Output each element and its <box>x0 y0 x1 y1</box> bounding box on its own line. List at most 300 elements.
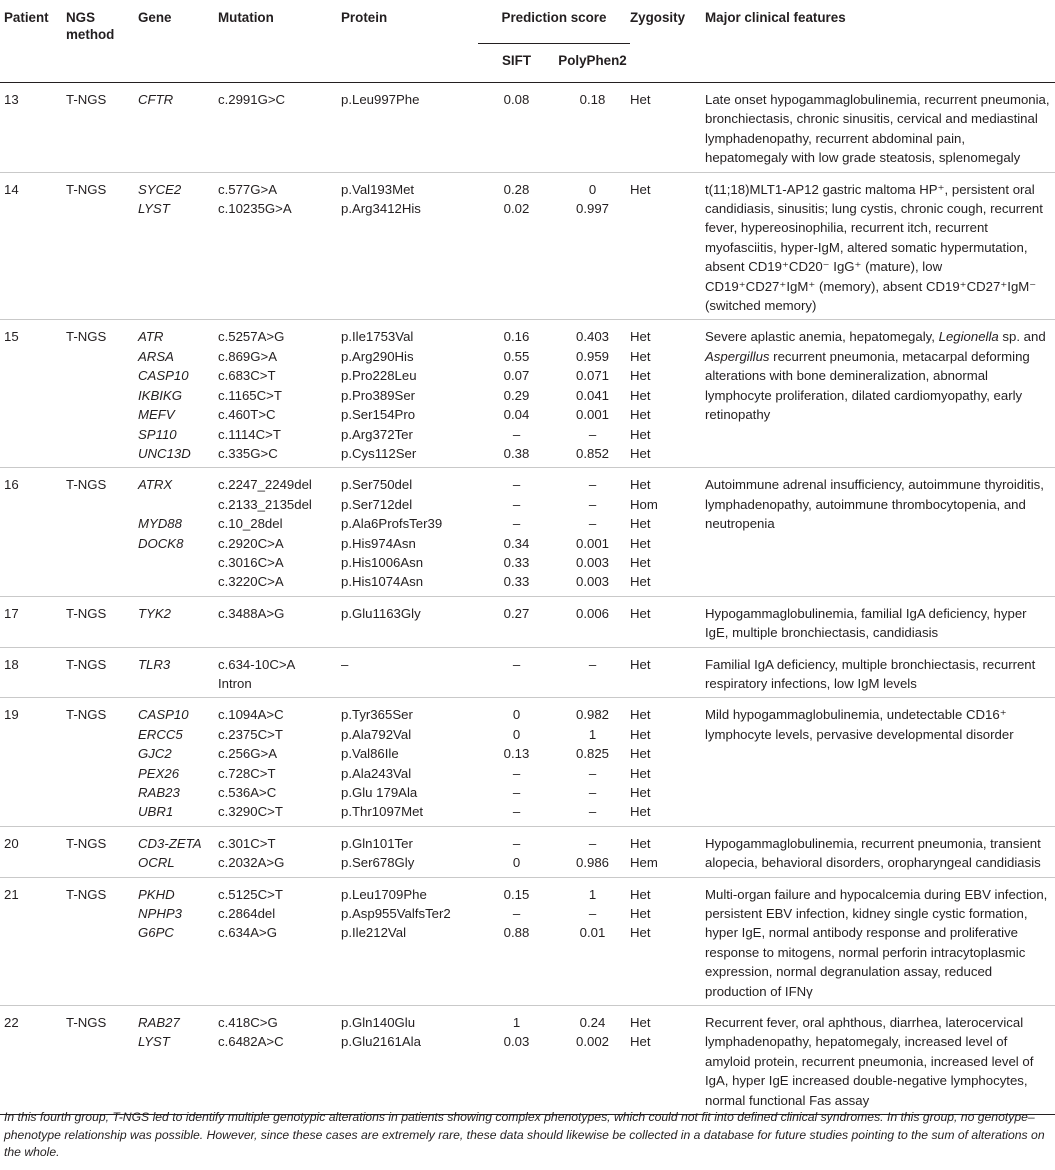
zygosity-value: Het <box>630 407 651 423</box>
header-sift: SIFT <box>501 53 531 68</box>
sift-score: 0.55 <box>503 348 530 364</box>
mutation-cell <box>218 647 341 698</box>
zygosity-cell <box>630 468 705 596</box>
gene-name: ATRX <box>138 477 173 493</box>
sift-cell <box>478 596 555 647</box>
protein-cell <box>341 320 478 468</box>
polyphen-score: 1 <box>588 726 597 742</box>
sift-cell <box>478 172 555 320</box>
polyphen-score: 0.01 <box>579 925 606 941</box>
zygosity-value <box>630 199 705 218</box>
protein-value: p.Leu1709Phe <box>341 886 427 902</box>
gene-name <box>138 572 218 591</box>
protein-value: p.Leu997Phe <box>341 92 420 107</box>
polyphen-cell <box>555 320 630 468</box>
gene-cell <box>138 468 218 596</box>
gene-name: TYK2 <box>138 605 171 621</box>
sift-score: 0.16 <box>503 329 530 345</box>
header-prediction-score: Prediction score <box>478 4 630 44</box>
protein-value: p.Ile212Val <box>341 925 407 941</box>
mutation-value: c.10_28del <box>218 516 283 532</box>
protein-value: p.Ala792Val <box>341 726 412 742</box>
protein-value: p.Glu 179Ala <box>341 785 418 800</box>
gene-name: PKHD <box>138 886 175 902</box>
features-cell: Multi-organ failure and hypocalcemia during EBV infection, persistent EBV infection, kidney single cystic formation, hyper IgE, normal antibody response and proliferative response to mitogens, normal perforin intracytoplasmic expression, normal degranulation assay, reduced production of IFNγ <box>705 886 1048 999</box>
gene-name <box>138 674 218 693</box>
patient-cell: 18 <box>4 656 19 672</box>
table-row <box>0 826 1055 877</box>
mutation-value: c.460T>C <box>218 407 276 423</box>
header-zygosity: Zygosity <box>630 10 686 25</box>
polyphen-score: 0.006 <box>575 605 609 621</box>
polyphen-cell <box>555 596 630 647</box>
mutation-value: c.3290C>T <box>218 804 283 820</box>
mutation-value: c.1094A>C <box>218 707 284 723</box>
gene-name: SYCE2 <box>138 181 182 197</box>
polyphen-score: 0.825 <box>575 746 609 762</box>
sift-score: 0.07 <box>503 368 530 384</box>
gene-name: GJC2 <box>138 746 172 762</box>
polyphen-score: 0 <box>588 181 597 197</box>
polyphen-score: 0.986 <box>575 855 609 871</box>
protein-value: p.Ser750del <box>341 477 413 493</box>
table-row <box>0 596 1055 647</box>
sift-score: 0.88 <box>503 925 530 941</box>
protein-value: p.Ser678Gly <box>341 855 415 871</box>
sift-cell <box>478 826 555 877</box>
protein-value: p.Tyr365Ser <box>341 707 413 723</box>
protein-value: p.Arg290His <box>341 348 414 364</box>
zygosity-value: Het <box>630 804 651 820</box>
mutation-value: c.728C>T <box>218 765 276 781</box>
mutation-value: c.2133_2135del <box>218 496 312 512</box>
sift-cell <box>478 647 555 698</box>
zygosity-value: Het <box>630 726 651 742</box>
gene-name: RAB27 <box>138 1015 180 1031</box>
gene-name: ATR <box>138 329 164 345</box>
polyphen-cell <box>555 826 630 877</box>
polyphen-score: 0.001 <box>575 535 609 551</box>
polyphen-score: – <box>588 804 597 820</box>
zygosity-cell <box>630 596 705 647</box>
zygosity-value: Hem <box>630 855 658 871</box>
polyphen-score: 0.041 <box>575 387 609 403</box>
mutation-value: c.6482A>C <box>218 1034 284 1050</box>
gene-name <box>138 553 218 572</box>
features-cell: t(11;18)MLT1-AP12 gastric maltoma HP⁺, persistent oral candidiasis, sinusitis; lung cystis, chronic cough, recurrent fever, hypereosinophilia, recurrent itch, recurrent myofasciitis, hyper-IgM, altered somatic hypermutation, absent CD19⁺CD20⁻ IgG⁺ (mature), low CD19⁺CD27⁺IgM⁺ (memory), absent CD19⁺CD27⁺IgM⁻ (switched memory) <box>705 181 1043 314</box>
zygosity-value: Het <box>630 785 651 800</box>
sift-score: 0.03 <box>503 1034 530 1050</box>
zygosity-value: Het <box>630 329 651 345</box>
mutation-cell <box>218 320 341 468</box>
mutation-value: c.256G>A <box>218 746 278 762</box>
polyphen-cell <box>555 1006 630 1115</box>
mutation-value: c.2864del <box>218 906 276 922</box>
mutation-value: c.301C>T <box>218 835 276 851</box>
gene-name: CASP10 <box>138 707 189 723</box>
sift-score: 0.27 <box>503 605 530 621</box>
polyphen-cell <box>555 877 630 1005</box>
zygosity-value: Het <box>630 92 651 107</box>
zygosity-cell <box>630 877 705 1005</box>
protein-value: p.Ala243Val <box>341 765 412 781</box>
sift-cell <box>478 1006 555 1115</box>
protein-value: p.Pro228Leu <box>341 368 417 384</box>
gene-name: OCRL <box>138 855 175 871</box>
gene-name: IKBIKG <box>138 387 182 403</box>
protein-value: p.Gln101Ter <box>341 835 413 851</box>
table-row <box>0 1006 1055 1115</box>
protein-value: p.Cys112Ser <box>341 445 417 461</box>
method-cell: T-NGS <box>66 707 107 723</box>
sift-score: – <box>512 496 521 512</box>
sift-score: – <box>512 785 521 800</box>
mutation-cell <box>218 877 341 1005</box>
sift-score: 0.33 <box>503 554 530 570</box>
protein-value: p.His1006Asn <box>341 554 424 570</box>
sift-score: 0 <box>512 726 521 742</box>
protein-value: p.Val193Met <box>341 181 415 197</box>
gene-name: LYST <box>138 201 170 217</box>
patient-cell: 22 <box>4 1015 19 1031</box>
polyphen-cell <box>555 172 630 320</box>
zygosity-cell <box>630 172 705 320</box>
header-mutation: Mutation <box>218 10 274 25</box>
sift-score: – <box>512 906 521 922</box>
mutation-value: Intron <box>218 675 252 691</box>
features-cell: Severe aplastic anemia, hepatomegaly, Legionella sp. and Aspergillus recurrent pneumonia, metacarpal deforming alterations with bone demineralization, abnormal lymphocyte proliferation, dilated cardiomyopathy, early retinopathy <box>705 329 1046 423</box>
protein-value: p.Pro389Ser <box>341 387 416 403</box>
zygosity-value: Het <box>630 906 651 922</box>
sift-cell <box>478 320 555 468</box>
zygosity-value: Het <box>630 387 651 403</box>
gene-name: MEFV <box>138 407 175 423</box>
sift-score: – <box>512 426 521 442</box>
zygosity-value: Het <box>630 925 651 941</box>
sift-score: 0.34 <box>503 535 530 551</box>
protein-cell <box>341 83 478 173</box>
zygosity-cell <box>630 698 705 826</box>
gene-name: CD3-ZETA <box>138 835 202 851</box>
protein-value: p.His1074Asn <box>341 574 424 590</box>
polyphen-cell <box>555 647 630 698</box>
method-cell: T-NGS <box>66 477 107 493</box>
mutation-cell <box>218 698 341 826</box>
protein-cell <box>341 468 478 596</box>
method-cell: T-NGS <box>66 835 107 851</box>
zygosity-value: Het <box>630 368 651 384</box>
sift-score: 0.04 <box>503 407 530 423</box>
zygosity-value: Het <box>630 765 651 781</box>
gene-cell <box>138 647 218 698</box>
gene-name: G6PC <box>138 925 174 941</box>
mutation-value: c.1114C>T <box>218 426 281 442</box>
polyphen-cell <box>555 698 630 826</box>
mutation-value: c.634A>G <box>218 925 278 941</box>
sift-score: 0.02 <box>503 201 530 217</box>
header-ngs-method: NGS method <box>66 10 115 42</box>
protein-value: p.Glu2161Ala <box>341 1034 421 1050</box>
gene-name: LYST <box>138 1034 170 1050</box>
table-row <box>0 647 1055 698</box>
zygosity-cell <box>630 1006 705 1115</box>
mutation-value: c.634-10C>A <box>218 656 296 672</box>
header-patient: Patient <box>4 10 49 25</box>
method-cell: T-NGS <box>66 329 107 345</box>
zygosity-value: Het <box>630 656 651 672</box>
sift-score: 0.33 <box>503 574 530 590</box>
zygosity-value: Het <box>630 516 651 532</box>
table-row <box>0 172 1055 320</box>
sift-score: – <box>512 516 521 532</box>
gene-name <box>138 495 218 514</box>
mutation-value: c.869G>A <box>218 348 278 364</box>
zygosity-value: Het <box>630 835 651 851</box>
mutation-cell <box>218 468 341 596</box>
sift-cell <box>478 468 555 596</box>
gene-cell <box>138 172 218 320</box>
protein-value: p.Val86Ile <box>341 746 399 762</box>
mutation-value: c.3488A>G <box>218 605 285 621</box>
protein-value: p.Glu1163Gly <box>341 605 421 621</box>
polyphen-score: 1 <box>588 886 597 902</box>
polyphen-score: – <box>588 656 597 672</box>
patient-cell: 16 <box>4 477 19 493</box>
sift-score: – <box>512 477 521 493</box>
polyphen-score: 0.403 <box>575 329 609 345</box>
protein-value: p.Gln140Glu <box>341 1015 416 1031</box>
protein-value: p.Arg372Ter <box>341 426 413 442</box>
header-polyphen2: PolyPhen2 <box>558 53 627 68</box>
mutation-value: c.2247_2249del <box>218 477 312 493</box>
protein-value: p.His974Asn <box>341 535 416 551</box>
mutation-value: c.335G>C <box>218 445 278 461</box>
polyphen-score: 0.852 <box>575 445 609 461</box>
mutation-value: c.418C>G <box>218 1015 278 1031</box>
table-footnote: In this fourth group, T-NGS led to identify multiple genotypic alterations in patients showing complex phenotypes, which could not fit into defined clinical syndromes. In this group, no genotype–phenotype relationship was possible. However, since these cases are extremely rare, these data should likewise be collected in a database for future studies pointing to the sum of alterations on the whole. <box>4 1110 1045 1159</box>
polyphen-score: 0.001 <box>575 407 609 423</box>
sift-score: 0.29 <box>503 387 530 403</box>
polyphen-score: 0.071 <box>575 368 609 384</box>
table-row <box>0 83 1055 173</box>
gene-name: TLR3 <box>138 656 171 672</box>
variants-table <box>0 4 1055 1115</box>
sift-score: 0.08 <box>503 92 530 107</box>
mutation-cell <box>218 1006 341 1115</box>
patient-cell: 15 <box>4 329 19 345</box>
polyphen-cell <box>555 468 630 596</box>
gene-cell <box>138 320 218 468</box>
patient-cell: 19 <box>4 707 19 723</box>
gene-cell <box>138 83 218 173</box>
polyphen-score: 0.959 <box>575 348 609 364</box>
protein-value: p.Arg3412His <box>341 201 421 217</box>
gene-name: RAB23 <box>138 785 180 800</box>
protein-cell <box>341 647 478 698</box>
protein-cell <box>341 877 478 1005</box>
features-cell: Autoimmune adrenal insufficiency, autoimmune thyroiditis, lymphadenopathy, autoimmune thrombocytopenia, and neutropenia <box>705 477 1044 532</box>
method-cell: T-NGS <box>66 181 107 197</box>
mutation-value: c.2920C>A <box>218 535 284 551</box>
table-body <box>0 83 1055 1115</box>
sift-score: 1 <box>512 1015 521 1031</box>
protein-cell <box>341 826 478 877</box>
polyphen-score: – <box>588 835 597 851</box>
mutation-value: c.3220C>A <box>218 574 284 590</box>
patient-cell: 21 <box>4 886 19 902</box>
method-cell: T-NGS <box>66 886 107 902</box>
zygosity-value: Het <box>630 707 651 723</box>
gene-cell <box>138 1006 218 1115</box>
mutation-cell <box>218 826 341 877</box>
gene-name: ERCC5 <box>138 726 183 742</box>
patient-cell: 13 <box>4 92 19 107</box>
gene-name: SP110 <box>138 426 177 442</box>
polyphen-score: – <box>588 426 597 442</box>
zygosity-value: Het <box>630 605 651 621</box>
protein-value: p.Ala6ProfsTer39 <box>341 516 443 532</box>
gene-cell <box>138 877 218 1005</box>
protein-value: – <box>341 656 349 672</box>
mutation-value: c.2032A>G <box>218 855 285 871</box>
features-cell: Familial IgA deficiency, multiple bronchiectasis, recurrent respiratory infections, low IgM levels <box>705 656 1036 691</box>
sift-score: – <box>512 656 521 672</box>
zygosity-cell <box>630 83 705 173</box>
zygosity-value: Het <box>630 426 651 442</box>
sift-score: 0 <box>512 707 521 723</box>
patient-cell: 17 <box>4 605 19 621</box>
zygosity-value: Het <box>630 477 651 493</box>
method-cell: T-NGS <box>66 92 107 107</box>
zygosity-value: Het <box>630 1034 651 1050</box>
mutation-cell <box>218 83 341 173</box>
header-gene: Gene <box>138 10 172 25</box>
polyphen-cell <box>555 83 630 173</box>
polyphen-score: – <box>588 765 597 781</box>
mutation-value: c.10235G>A <box>218 201 292 217</box>
protein-cell <box>341 172 478 320</box>
zygosity-value: Het <box>630 574 651 590</box>
sift-cell <box>478 83 555 173</box>
sift-cell <box>478 877 555 1005</box>
mutation-value: c.536A>C <box>218 785 277 800</box>
sift-cell <box>478 698 555 826</box>
method-cell: T-NGS <box>66 1015 107 1031</box>
gene-name: PEX26 <box>138 765 180 781</box>
polyphen-score: – <box>588 785 597 800</box>
polyphen-score: 0.982 <box>575 707 609 723</box>
zygosity-value: Het <box>630 886 651 902</box>
mutation-cell <box>218 596 341 647</box>
patient-cell: 20 <box>4 835 19 851</box>
gene-cell <box>138 698 218 826</box>
zygosity-value: Het <box>630 181 651 197</box>
mutation-value: c.5257A>G <box>218 329 285 345</box>
header-protein: Protein <box>341 10 388 25</box>
mutation-cell <box>218 172 341 320</box>
gene-cell <box>138 826 218 877</box>
features-cell: Hypogammaglobulinemia, recurrent pneumonia, transient alopecia, behavioral disorders, oropharyngeal candidiasis <box>705 835 1041 871</box>
gene-name: UNC13D <box>138 445 191 461</box>
protein-cell <box>341 596 478 647</box>
sift-score: 0.15 <box>503 886 530 902</box>
protein-value: p.Ser712del <box>341 496 413 512</box>
features-cell: Recurrent fever, oral aphthous, diarrhea, laterocervical lymphadenopathy, hepatomegaly, increased level of amyloid protein, recurrent pneumonia, increased level of IgA, hyper IgE increased double-negative lymphocytes, normal functional Fas assay <box>705 1015 1034 1108</box>
table-row <box>0 468 1055 596</box>
header-clinical-features: Major clinical features <box>705 10 846 25</box>
mutation-value: c.2991G>C <box>218 92 286 107</box>
zygosity-value: Het <box>630 535 651 551</box>
zygosity-cell <box>630 320 705 468</box>
table-row <box>0 320 1055 468</box>
zygosity-value: Het <box>630 554 651 570</box>
table-row <box>0 698 1055 826</box>
zygosity-value: Het <box>630 348 651 364</box>
protein-cell <box>341 1006 478 1115</box>
zygosity-cell <box>630 826 705 877</box>
polyphen-score: – <box>588 477 597 493</box>
polyphen-score: 0.002 <box>575 1034 609 1050</box>
sift-score: – <box>512 804 521 820</box>
mutation-value: c.5125C>T <box>218 886 283 902</box>
sift-score: 0.38 <box>503 445 530 461</box>
gene-name: UBR1 <box>138 804 174 820</box>
polyphen-score: 0.24 <box>579 1015 606 1031</box>
method-cell: T-NGS <box>66 605 107 621</box>
gene-cell <box>138 596 218 647</box>
mutation-value: c.3016C>A <box>218 554 284 570</box>
mutation-value: c.683C>T <box>218 368 276 384</box>
protein-value: p.Thr1097Met <box>341 804 424 820</box>
zygosity-value: Hom <box>630 496 658 512</box>
sift-score: 0.13 <box>503 746 530 762</box>
patient-cell: 14 <box>4 181 19 197</box>
features-cell: Mild hypogammaglobulinemia, undetectable CD16⁺ lymphocyte levels, pervasive developmental disorder <box>705 707 1014 742</box>
method-cell: T-NGS <box>66 656 107 672</box>
mutation-value: c.1165C>T <box>218 387 282 403</box>
polyphen-score: – <box>588 906 597 922</box>
polyphen-score: 0.18 <box>579 92 606 107</box>
protein-value: p.Ser154Pro <box>341 407 416 423</box>
polyphen-score: – <box>588 496 597 512</box>
zygosity-cell <box>630 647 705 698</box>
features-cell: Hypogammaglobulinemia, familial IgA deficiency, hyper IgE, multiple bronchiectasis, candidiasis <box>705 605 1027 641</box>
sift-score: 0 <box>512 855 521 871</box>
mutation-value: c.577G>A <box>218 181 278 197</box>
polyphen-score: 0.003 <box>575 554 609 570</box>
protein-value: p.Asp955ValfsTer2 <box>341 906 451 922</box>
mutation-value: c.2375C>T <box>218 726 283 742</box>
table-row <box>0 877 1055 1005</box>
gene-name: NPHP3 <box>138 906 182 922</box>
sift-score: 0.28 <box>503 181 530 197</box>
gene-name: CASP10 <box>138 368 189 384</box>
sift-score: – <box>512 835 521 851</box>
polyphen-score: – <box>588 516 597 532</box>
gene-name: DOCK8 <box>138 535 184 551</box>
zygosity-value: Het <box>630 445 651 461</box>
gene-name: ARSA <box>138 348 174 364</box>
features-cell: Late onset hypogammaglobulinemia, recurrent pneumonia, bronchiectasis, chronic sinusitis, cervical and mediastinal lymphadenopathy, recurrent abdominal pain, hepatomegaly with low grade steatosis, splenomegaly <box>705 92 1050 166</box>
sift-score: – <box>512 765 521 781</box>
zygosity-value: Het <box>630 746 651 762</box>
polyphen-score: 0.997 <box>575 201 609 217</box>
zygosity-value: Het <box>630 1015 651 1031</box>
gene-name: CFTR <box>138 92 174 107</box>
protein-cell <box>341 698 478 826</box>
protein-value: p.Ile1753Val <box>341 329 414 345</box>
polyphen-score: 0.003 <box>575 574 609 590</box>
